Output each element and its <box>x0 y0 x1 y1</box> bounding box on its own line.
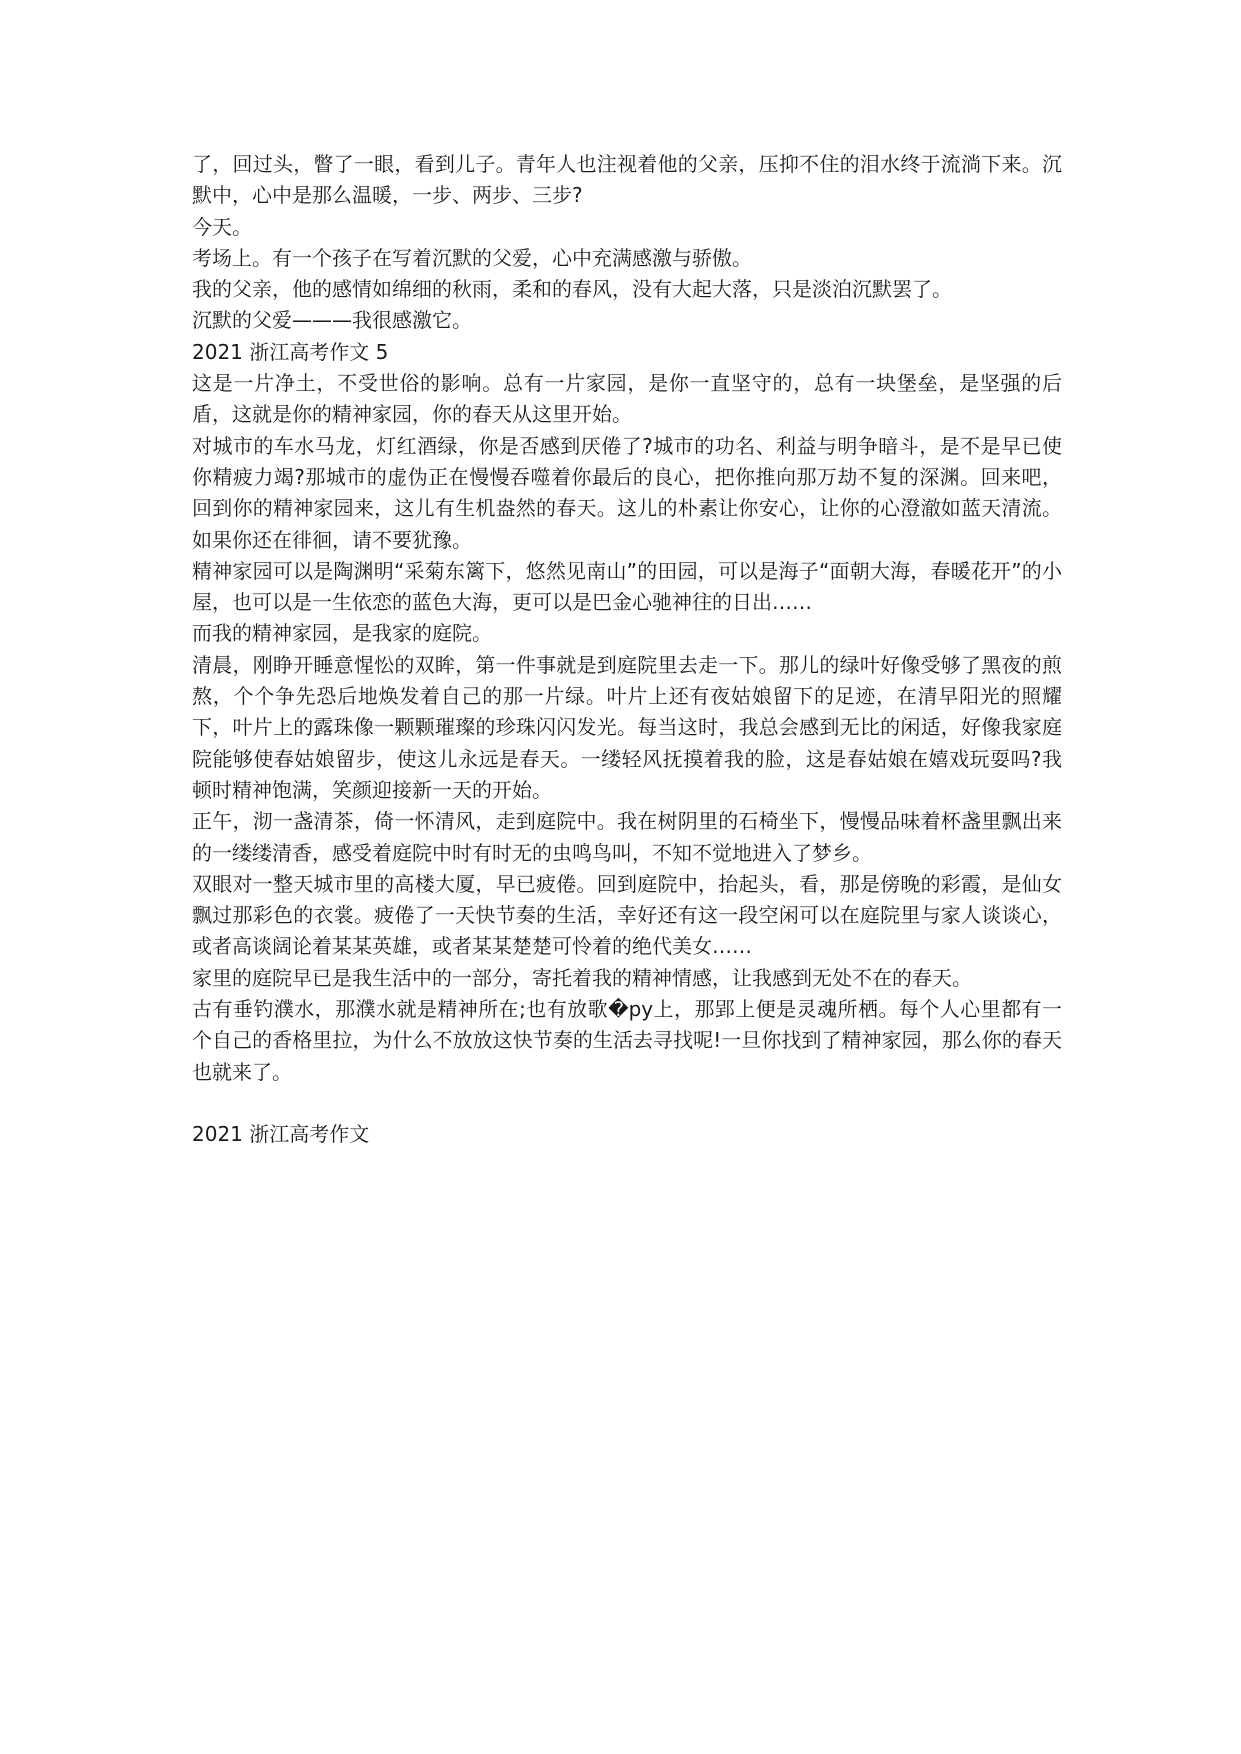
blank-line <box>192 1088 1062 1119</box>
paragraph: 今天。 <box>192 214 252 239</box>
paragraph: 双眼对一整天城市里的高楼大厦，早已疲倦。回到庭院中，抬起头，看，那是傍晚的彩霞，是仙女飘过那彩色的衣裳。疲倦了一天快节奏的生活，幸好还有这一段空闲可以在庭院里与家人谈谈心，或者高谈阔论着某某英雄，或者某某楚楚可怜着的绝代美女…… <box>192 871 1062 959</box>
footer-heading: 2021 浙江高考作文 <box>192 1122 370 1147</box>
paragraph: 而我的精神家园，是我家的庭院。 <box>192 621 492 646</box>
document-body <box>192 149 1062 1151</box>
paragraph: 对城市的车水马龙，灯红酒绿，你是否感到厌倦了?城市的功名、利益与明争暗斗，是不是早已使你精疲力竭?那城市的虚伪正在慢慢吞噬着你最后的良心，把你推向那万劫不复的深渊。回来吧，回到你的精神家园来，这儿有生机盎然的春天。这儿的朴素让你安心，让你的心澄澈如蓝天清流。如果你还在徘徊，请不要犹豫。 <box>192 433 1062 552</box>
paragraph: 古有垂钓濮水，那濮水就是精神所在;也有放歌�py上，那郢上便是灵魂所栖。每个人心里都有一个自己的香格里拉，为什么不放放这快节奏的生活去寻找呢!一旦你找到了精神家园，那么你的春天也就来了。 <box>192 997 1062 1084</box>
paragraph: 这是一片净土，不受世俗的影响。总有一片家园，是你一直坚守的，总有一块堡垒，是坚强的后盾，这就是你的精神家园，你的春天从这里开始。 <box>192 371 1062 427</box>
paragraph: 我的父亲，他的感情如绵细的秋雨，柔和的春风，没有大起大落，只是淡泊沉默罢了。 <box>192 277 952 302</box>
paragraph: 正午，沏一盏清茶，倚一怀清风，走到庭院中。我在树阴里的石椅坐下，慢慢品味着杯盏里飘出来的一缕缕清香，感受着庭院中时有时无的虫鸣鸟叫，不知不觉地进入了梦乡。 <box>192 809 1062 865</box>
paragraph: 了，回过头，瞥了一眼，看到儿子。青年人也注视着他的父亲，压抑不住的泪水终于流淌下来。沉默中，心中是那么温暖，一步、两步、三步? <box>192 152 1062 208</box>
paragraph: 沉默的父爱———我很感激它。 <box>192 308 472 333</box>
paragraph: 精神家园可以是陶渊明“采菊东篱下，悠然见南山”的田园，可以是海子“面朝大海，春暖花开”的小屋，也可以是一生依恋的蓝色大海，更可以是巴金心驰神往的日出…… <box>192 558 1062 615</box>
paragraph: 考场上。有一个孩子在写着沉默的父爱，心中充满感激与骄傲。 <box>192 245 752 270</box>
essay-heading: 2021 浙江高考作文 5 <box>192 339 389 364</box>
paragraph: 家里的庭院早已是我生活中的一部分，寄托着我的精神情感，让我感到无处不在的春天。 <box>192 965 972 990</box>
paragraph: 清晨，刚睁开睡意惺忪的双眸，第一件事就是到庭院里去走一下。那儿的绿叶好像受够了黑夜的煎熬，个个争先恐后地焕发着自己的那一片绿。叶片上还有夜姑娘留下的足迹，在清早阳光的照耀下，叶片上的露珠像一颗颗璀璨的珍珠闪闪发光。每当这时，我总会感到无比的闲适，好像我家庭院能够使春姑娘留步，使这儿永远是春天。一缕轻风抚摸着我的脸，这是春姑娘在嬉戏玩耍吗?我顿时精神饱满，笑颜迎接新一天的开始。 <box>192 652 1062 802</box>
